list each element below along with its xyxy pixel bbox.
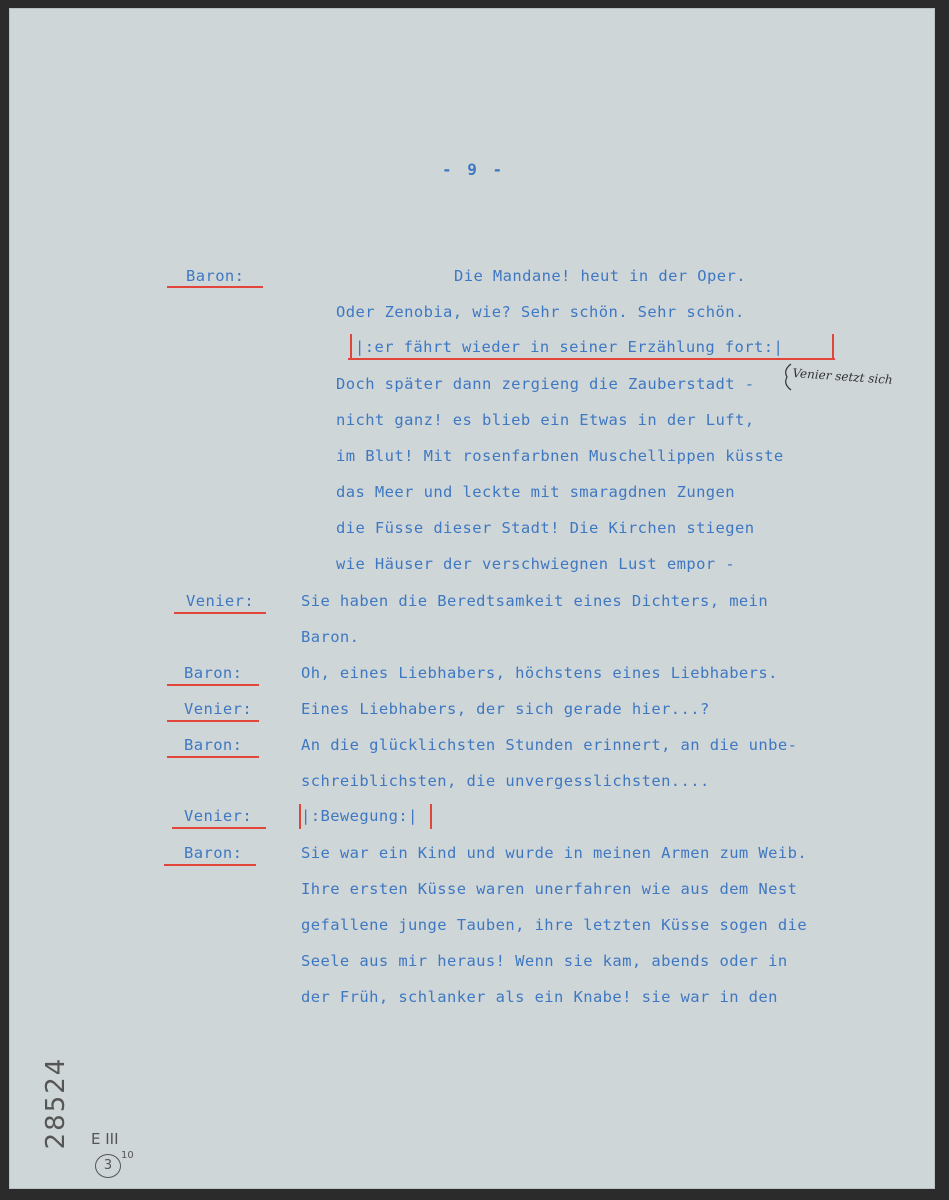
- stage-direction-bracket: [832, 334, 834, 359]
- text-line: Baron.: [301, 628, 360, 646]
- handwritten-bracket: [781, 362, 793, 392]
- text-line: die Füsse dieser Stadt! Die Kirchen stiegen: [336, 519, 755, 537]
- speaker-underline: [174, 612, 266, 614]
- circled-number: 3: [95, 1154, 121, 1178]
- speaker-label: Baron:: [184, 736, 243, 754]
- shelf-mark: E III: [91, 1130, 119, 1148]
- sub-number: 10: [121, 1150, 134, 1161]
- handwritten-note: Venier setzt sich: [792, 366, 894, 387]
- speaker-underline: [167, 756, 259, 758]
- speaker-underline: [167, 286, 263, 288]
- text-line: Die Mandane! heut in der Oper.: [454, 267, 746, 285]
- stage-direction-bracket: [430, 804, 432, 829]
- speaker-underline: [172, 827, 266, 829]
- text-line: Oder Zenobia, wie? Sehr schön. Sehr schön.: [336, 303, 745, 321]
- text-line: Oh, eines Liebhabers, höchstens eines Liebhabers.: [301, 664, 778, 682]
- speaker-label: Baron:: [186, 267, 245, 285]
- stage-direction: |:Bewegung:|: [301, 807, 418, 825]
- speaker-label: Venier:: [184, 700, 253, 718]
- speaker-underline: [164, 864, 256, 866]
- stage-direction-bracket: [350, 334, 352, 359]
- page-number: - 9 -: [442, 160, 506, 179]
- text-line: wie Häuser der verschwiegnen Lust empor -: [336, 555, 736, 573]
- paper-sheet: [9, 8, 935, 1189]
- text-line: gefallene junge Tauben, ihre letzten Küsse sogen die: [301, 916, 808, 934]
- speaker-underline: [167, 720, 259, 722]
- stage-direction: |:er fährt wieder in seiner Erzählung fort:|: [355, 338, 784, 356]
- text-line: im Blut! Mit rosenfarbnen Muschellippen küsste: [336, 447, 784, 465]
- stage-direction-bracket: [299, 804, 301, 829]
- text-line: Ihre ersten Küsse waren unerfahren wie aus dem Nest: [301, 880, 798, 898]
- text-line: schreiblichsten, die unvergesslichsten....: [301, 772, 710, 790]
- text-line: Eines Liebhabers, der sich gerade hier...?: [301, 700, 710, 718]
- text-line: nicht ganz! es blieb ein Etwas in der Luft,: [336, 411, 755, 429]
- stage-direction-underline: [348, 358, 835, 360]
- text-line: Seele aus mir heraus! Wenn sie kam, abends oder in: [301, 952, 788, 970]
- speaker-label: Baron:: [184, 844, 243, 862]
- text-line: Sie haben die Beredtsamkeit eines Dichters, mein: [301, 592, 769, 610]
- text-line: An die glücklichsten Stunden erinnert, an die unbe-: [301, 736, 798, 754]
- speaker-label: Venier:: [186, 592, 255, 610]
- text-line: das Meer und leckte mit smaragdnen Zungen: [336, 483, 736, 501]
- speaker-underline: [167, 684, 259, 686]
- speaker-label: Venier:: [184, 807, 253, 825]
- text-line: Sie war ein Kind und wurde in meinen Armen zum Weib.: [301, 844, 808, 862]
- text-line: der Früh, schlanker als ein Knabe! sie war in den: [301, 988, 778, 1006]
- text-line: Doch später dann zergieng die Zauberstadt -: [336, 375, 755, 393]
- speaker-label: Baron:: [184, 664, 243, 682]
- archive-number: 28524: [41, 1056, 71, 1150]
